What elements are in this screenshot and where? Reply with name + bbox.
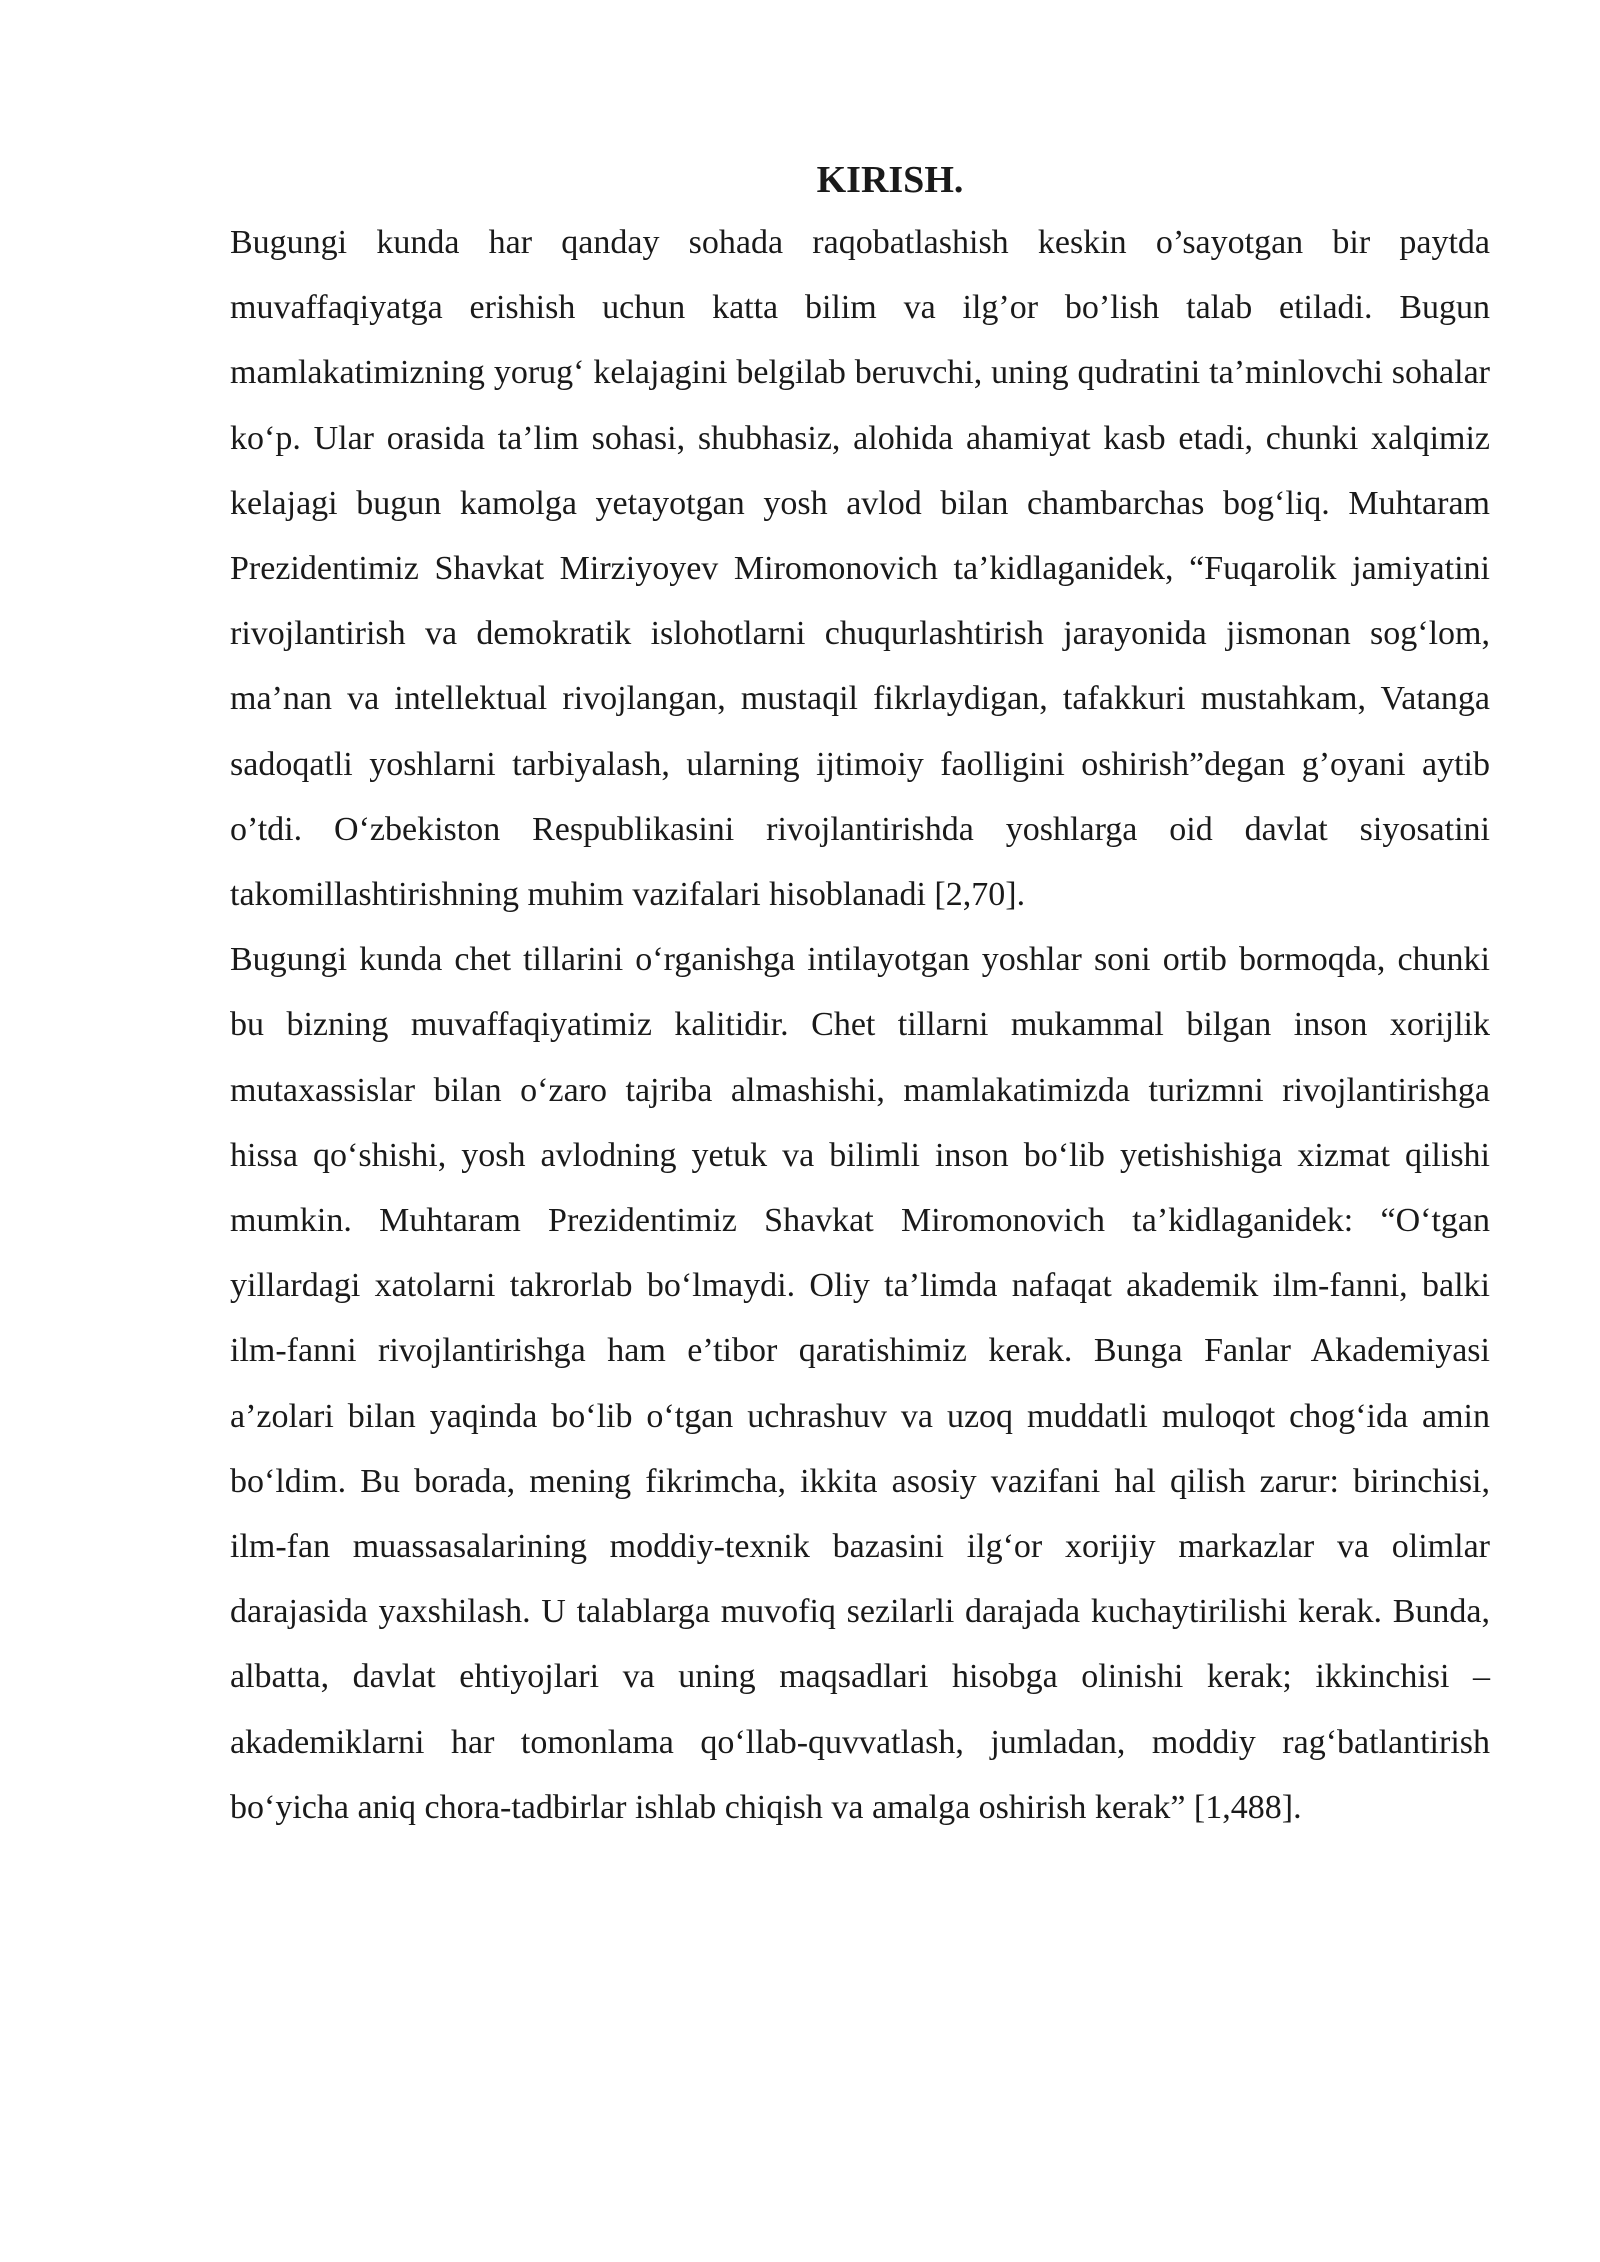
paragraph-1: Bugungi kunda har qanday sohada raqobatlashish keskin o’sayotgan bir paytda muvaffaqiyatga erishish uchun katta bilim va ilg’or bo’lish talab etiladi. Bugun mamlakatimizning yorug‘ kelajagini belgilab beruvchi, uning qudratini ta’minlovchi sohalar ko‘p. Ular orasida ta’lim sohasi, shubhasiz, alohida ahamiyat kasb etadi, chunki xalqimiz kelajagi bugun kamolga yetayotgan yosh avlod bilan chambarchas bog‘liq. Muhtaram Prezidentimiz Shavkat Mirziyoyev Miromonovich ta’kidlaganidek, “Fuqarolik jamiyatini rivojlantirish va demokratik islohotlarni chuqurlashtirish jarayonida jismonan sog‘lom, ma’nan va intellektual rivojlangan, mustaqil fikrlaydigan, tafakkuri mustahkam, Vatanga sadoqatli yoshlarni tarbiyalash, ularning ijtimoiy faolligini oshirish”degan g’oyani aytib o’tdi. O‘zbekiston Respublikasini rivojlantirishda yoshlarga oid davlat siyosatini takomillashtirishning muhim vazifalari hisoblanadi [2,70].	[230, 224, 1490, 914]
document-body	[230, 150, 1490, 1840]
page-title: KIRISH.	[816, 159, 964, 201]
paragraph-2: Bugungi kunda chet tillarini o‘rganishga intilayotgan yoshlar soni ortib bormoqda, chunki bu bizning muvaffaqiyatimiz kalitidir. Chet tillarni mukammal bilgan inson xorijlik mutaxassislar bilan o‘zaro tajriba almashishi, mamlakatimizda turizmni rivojlantirishga hissa qo‘shishi, yosh avlodning yetuk va bilimli inson bo‘lib yetishishiga xizmat qilishi mumkin. Muhtaram Prezidentimiz Shavkat Miromonovich ta’kidlaganidek: “O‘tgan yillardagi xatolarni takrorlab bo‘lmaydi. Oliy ta’limda nafaqat akademik ilm-fanni, balki ilm-fanni rivojlantirishga ham e’tibor qaratishimiz kerak. Bunga Fanlar Akademiyasi a’zolari bilan yaqinda bo‘lib o‘tgan uchrashuv va uzoq muddatli muloqot chog‘ida amin bo‘ldim. Bu borada, mening fikrimcha, ikkita asosiy vazifani hal qilish zarur: birinchisi, ilm-fan muassasalarining moddiy-texnik bazasini ilg‘or xorijiy markazlar va olimlar darajasida yaxshilash. U talablarga muvofiq sezilarli darajada kuchaytirilishi kerak. Bunda, albatta, davlat ehtiyojlari va uning maqsadlari hisobga olinishi kerak; ikkinchisi – akademiklarni har tomonlama qo‘llab-quvvatlash, jumladan, moddiy rag‘batlantirish bo‘yicha aniq chora-tadbirlar ishlab chiqish va amalga oshirish kerak” [1,488].	[230, 941, 1490, 1826]
